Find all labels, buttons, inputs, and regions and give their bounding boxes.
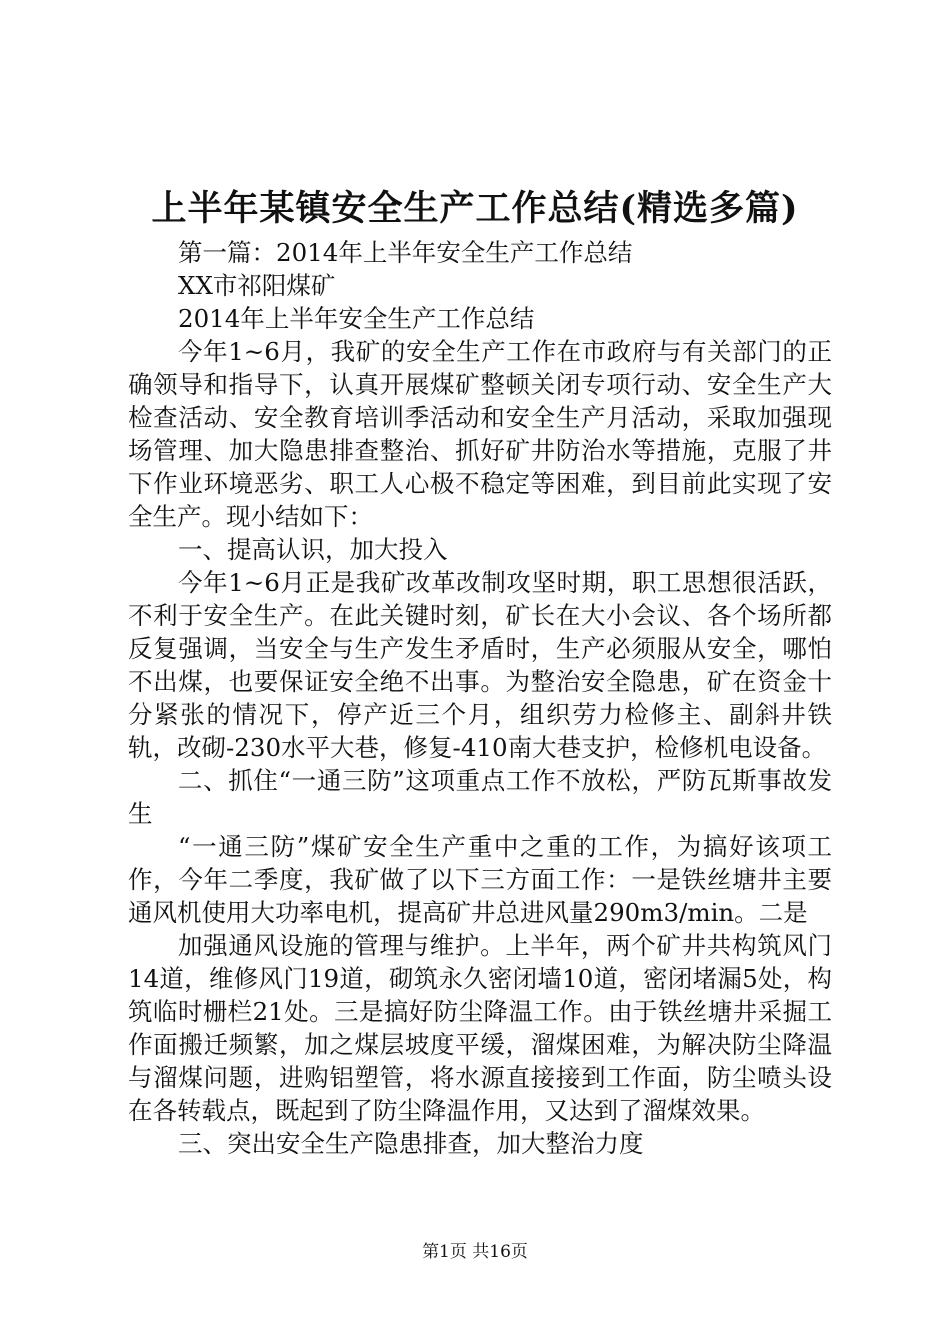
document-body (128, 236, 832, 1160)
subsection-heading: 二、抓住“一通三防”这项重点工作不放松，严防瓦斯事故发生 (128, 766, 832, 828)
subsection-heading: 一、提高认识，加大投入 (178, 535, 448, 564)
page-number: 第1页 共16页 (422, 1242, 528, 1262)
body-paragraph: “一通三防”煤矿安全生产重中之重的工作，为搞好该项工作，今年二季度，我矿做了以下三方面工作：一是铁丝塘井主要通风机使用大功率电机，提高矿井总进风量290m3/min。二是 (128, 832, 832, 927)
body-paragraph: 今年1~6月正是我矿改革改制攻坚时期，职工思想很活跃，不利于安全生产。在此关键时刻，矿长在大小会议、各个场所都反复强调，当安全与生产发生矛盾时，生产必须服从安全，哪怕不出煤，也要保证安全绝不出事。为整治安全隐患，矿在资金十分紧张的情况下，停产近三个月，组织劳力检修主、副斜井铁轨，改砌-230水平大巷，修复-410南大巷支护，检修机电设备。 (128, 568, 832, 762)
body-paragraph: 加强通风设施的管理与维护。上半年，两个矿井共构筑风门14道，维修风门19道，砌筑永久密闭墙10道，密闭堵漏5处，构筑临时栅栏21处。三是搞好防尘降温工作。由于铁丝塘井采掘工作面搬迁频繁，加之煤层坡度平缓，溜煤困难，为解决防尘降温与溜煤问题，进购铝塑管，将水源直接接到工作面，防尘喷头设在各转载点，既起到了防尘降温作用，又达到了溜煤效果。 (128, 931, 832, 1125)
section-heading: 第一篇：2014年上半年安全生产工作总结 (178, 238, 633, 267)
organization-name: XX市祁阳煤矿 (178, 271, 336, 300)
subsection-heading: 三、突出安全生产隐患排查，加大整治力度 (178, 1129, 644, 1158)
body-paragraph: 今年1~6月，我矿的安全生产工作在市政府与有关部门的正确领导和指导下，认真开展煤矿整顿关闭专项行动、安全生产大检查活动、安全教育培训季活动和安全生产月活动，采取加强现场管理、加大隐患排查整治、抓好矿井防治水等措施，克服了井下作业环境恶劣、职工人心极不稳定等困难，到目前此实现了安全生产。现小结如下： (128, 337, 832, 531)
report-subtitle: 2014年上半年安全生产工作总结 (178, 304, 535, 333)
document-title: 上半年某镇安全生产工作总结(精选多篇) (151, 188, 799, 229)
